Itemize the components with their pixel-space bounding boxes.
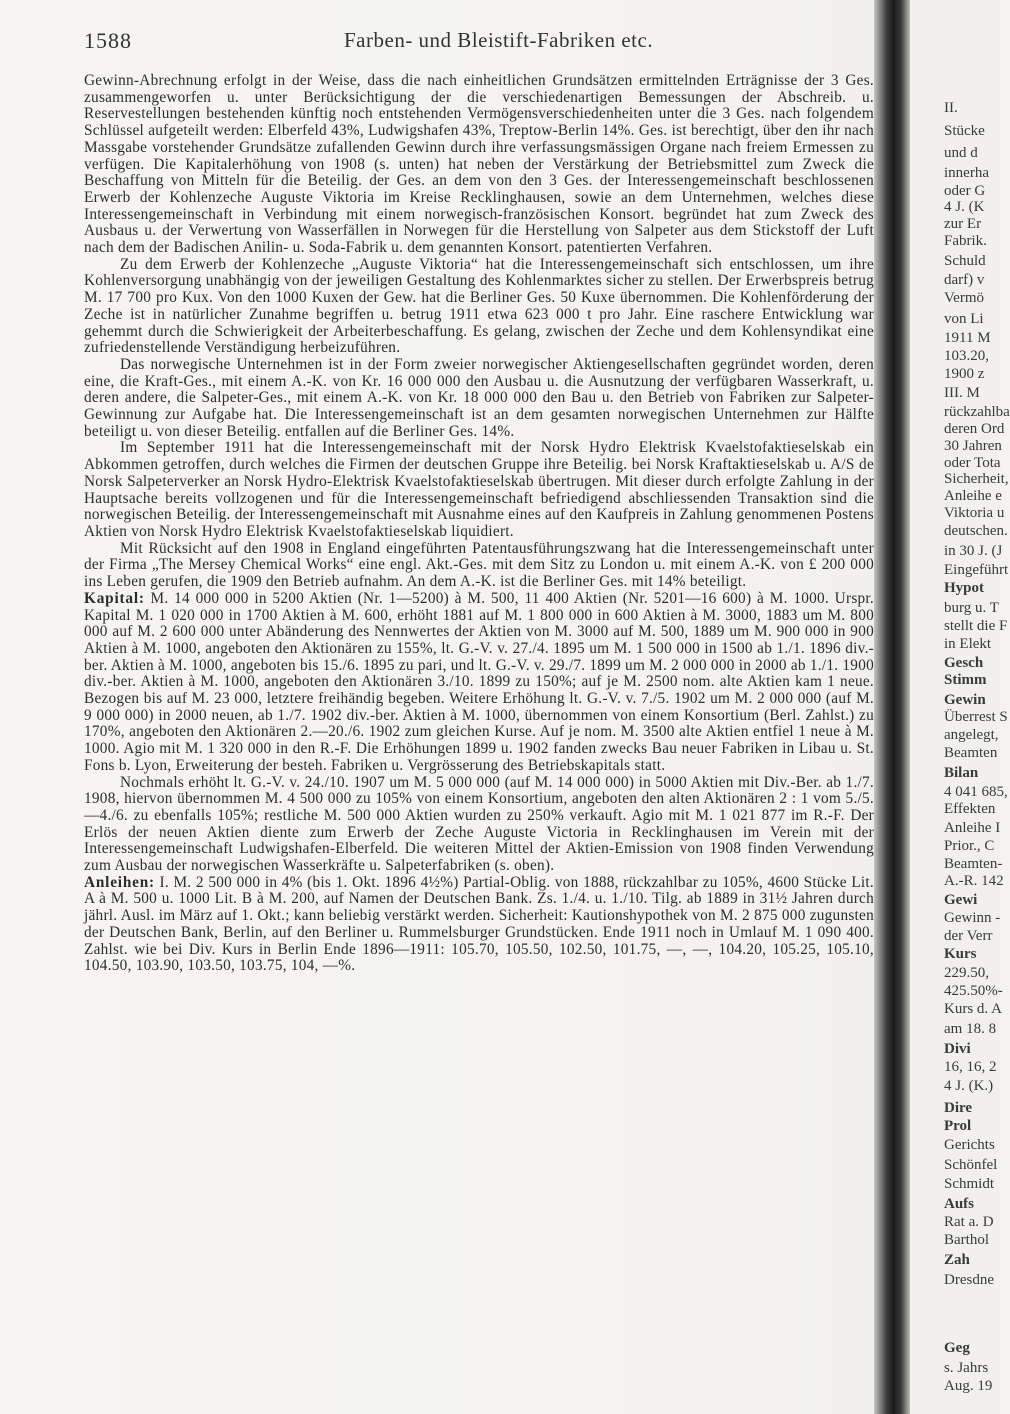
adjacent-page-fragment: Vermö [944, 290, 984, 306]
adjacent-page-fragment: am 18. 8 [944, 1021, 997, 1037]
adjacent-page-fragment: Barthol [944, 1232, 989, 1248]
paragraph-text: Zu dem Erwerb der Kohlenzeche „Auguste Viktoria“ hat die Interessengemeinschaft sich entschlossen, um ihre Kohlenversorgung unabhängig von der jeweiligen Gestaltung des Kohlenmarktes sicher zu stellen. Der Erwerbspreis betrug M. 17 700 pro Kux. Von den 1000 Kuxen der Gew. hat die Berliner Ges. 50 Kuxe übernommen. Die Kohlenförderung der Zeche ist in natürlicher Zunahme begriffen u. betrug 1911 etwa 623 000 t pro Jahr. Eine raschere Entwicklung war gehemmt durch die Schwierigkeit der Arbeiterbeschaffung. Es gelang, zwischen der Zeche und dem Kohlensyndikat eine zufriedenstellende Verständigung herbeizuführen. [84, 255, 874, 357]
adjacent-page-fragment: A.-R. 142 [944, 873, 1004, 889]
adjacent-page-fragment: Prior., C [944, 838, 995, 854]
paragraph [84, 440, 874, 540]
adjacent-page-fragment: burg u. T [944, 600, 999, 616]
adjacent-page-fragment: 425.50%- [944, 983, 1003, 999]
adjacent-page-fragment: Stücke [944, 123, 985, 139]
adjacent-page-fragment: Geg [944, 1340, 970, 1356]
adjacent-page-fragment: 229.50, [944, 965, 989, 981]
adjacent-page-fragment: Kurs d. A [944, 1001, 1002, 1017]
adjacent-page-fragment: 103.20, [944, 348, 989, 364]
adjacent-page-fragment: Rat a. D [944, 1214, 994, 1230]
adjacent-page-fragment: Aufs [944, 1196, 975, 1212]
adjacent-page-fragment: Überrest S [944, 709, 1008, 725]
adjacent-page-fragment: in Elekt [944, 636, 992, 652]
adjacent-page-fragment: 4 J. (K [944, 199, 985, 215]
adjacent-page-fragment: Aug. 19 [944, 1378, 993, 1394]
adjacent-page-fragment: Dresdne [944, 1272, 994, 1288]
adjacent-page-fragment: Beamten- [944, 856, 1003, 872]
adjacent-page-strip [910, 0, 1010, 1414]
section-label: Kapital: [84, 589, 145, 607]
book-gutter [874, 0, 910, 1414]
adjacent-page-fragment: Gesch [944, 655, 984, 671]
adjacent-page-fragment: oder Tota [944, 455, 1001, 471]
adjacent-page-fragment: 30 Jahren [944, 438, 1002, 454]
adjacent-page-fragment: Viktoria u [944, 505, 1005, 521]
main-text-column [84, 73, 874, 1393]
adjacent-page-fragment: Effekten [944, 801, 996, 817]
adjacent-page-fragment: Anleihe I [944, 820, 1001, 836]
paragraph [84, 541, 874, 591]
paragraph [84, 257, 874, 357]
paragraph-text: Nochmals erhöht lt. G.-V. v. 24./10. 1907 um M. 5 000 000 (auf M. 14 000 000) in 5000 Aktien mit Div.-Ber. ab 1./7. 1908, hiervon übernommen M. 4 500 000 zu 105% von einem Konsortium, angeboten den alten Aktionären 2 : 1 vom 5./5.—4./6. zu ebenfalls 105%; restliche M. 500 000 Aktien wurden zu 250% verkauft. Agio mit M. 1 021 877 im R.-F. Der Erlös der neuen Aktien diente zum Erwerb der Zeche Auguste Victoria in Recklinghausen im Verein mit der Interessengemeinschaft Ludwigshafen-Elberfeld. Die weiteren Mittel der Aktien-Emission von 1908 finden Verwendung zum Ausbau der norwegischen Wasserkräfte u. Salpeterfabriken (s. oben). [84, 773, 874, 875]
adjacent-page-fragment: Kurs [944, 946, 977, 962]
adjacent-page-fragment: von Li [944, 311, 984, 327]
adjacent-page-fragment: zur Er [944, 216, 982, 232]
adjacent-page-fragment: Divi [944, 1041, 971, 1057]
section-label: Anleihen: [84, 873, 155, 891]
adjacent-page-fragment: Gerichts [944, 1137, 995, 1153]
adjacent-page-fragment: Beamten [944, 745, 998, 761]
adjacent-page-fragment: 4 041 685, [944, 784, 1008, 800]
running-title: Farben- und Bleistift-Fabriken etc. [344, 28, 654, 52]
adjacent-page-fragment: Anleihe e [944, 488, 1002, 504]
paragraph-text: Gewinn-Abrechnung erfolgt in der Weise, dass die nach einheitlichen Grundsätzen ermittelnden Erträgnisse der 3 Ges. zusammengeworfen u. unter Berücksichtigung der die verschiedenartigen Bemessungen der Abschreib. u. Reservestellungen bestehenden künftig noch entstehenden Vermögensverschiedenheiten unter die 3 Ges. nach folgendem Schlüssel aufgeteilt werden: Elberfeld 43%, Ludwigshafen 43%, Treptow-Berlin 14%. Ges. ist berechtigt, über den ihr nach Massgabe vorstehender Grundsätze zufallenden Gewinn durch ihre verfassungsmässigen Organe nach freiem Ermessen zu verfügen. Die Kapitalerhöhung von 1908 (s. unten) hat neben der Verstärkung der Betriebsmittel zum Zweck die Beschaffung von Mitteln für die Beteilig. der Ges. an dem von den 3 Ges. der Interessengemeinschaft beschlossenen Erwerb der Kohlenzeche Auguste Viktoria im Kreise Recklinghausen, sowie an dem Unternehmen, welches diese Interessengemeinschaft in Verbindung mit einem norwegisch-französischen Konsort. begründet hat zum Zweck des Ausbaus u. der Verwertung von Wasserfällen in Norwegen für die Herstellung von Salpeter aus dem Stickstoff der Luft nach dem der Badischen Anilin- u. Soda-Fabrik u. dem genannten Konsort. patentierten Verfahren. [84, 72, 874, 257]
paragraph [84, 775, 874, 875]
adjacent-page-fragment: Bilan [944, 765, 979, 781]
adjacent-page-fragment: Sicherheit, [944, 471, 1009, 487]
adjacent-page-fragment: Stimm [944, 672, 987, 688]
adjacent-page-fragment: 16, 16, 2 [944, 1059, 997, 1075]
adjacent-page-fragment: s. Jahrs [944, 1360, 989, 1376]
adjacent-page-fragment: III. M [944, 385, 980, 401]
adjacent-page-fragment: rückzahlba [944, 404, 1010, 420]
adjacent-page-fragment: 4 J. (K.) [944, 1078, 994, 1094]
adjacent-page-fragment: angelegt, [944, 727, 999, 743]
paragraph-text: Mit Rücksicht auf den 1908 in England eingeführten Patentausführungszwang hat die Interessengemeinschaft unter der Firma „The Mersey Chemical Works“ eine engl. Akt.-Ges. mit dem Sitz zu London u. mit einem A.-K. von £ 200 000 ins Leben gerufen, die 1909 den Betrieb aufnahm. An dem A.-K. ist die Berliner Ges. mit 14% beteiligt. [84, 539, 874, 591]
adjacent-page-fragment: deutschen. [944, 523, 1008, 539]
adjacent-page-fragment: Gewin [944, 692, 986, 708]
adjacent-page-fragment: der Verr [944, 928, 993, 944]
adjacent-page-fragment: Gewinn - [944, 910, 1001, 926]
page-number: 1588 [84, 28, 132, 53]
adjacent-page-fragment: II. [944, 100, 958, 116]
adjacent-page-fragment: innerha [944, 165, 989, 181]
paragraph-text: M. 14 000 000 in 5200 Aktien (Nr. 1—5200) à M. 500, 11 400 Aktien (Nr. 5201—16 600) à M. 1000. Urspr. Kapital M. 1 020 000 in 1700 Aktien à M. 600, erhöht 1881 auf M. 1 800 000 in 600 Aktien à M. 3000, 1883 um M. 800 000 auf M. 2 600 000 unter Abänderung des Nennwertes der Aktien von M. 3000 auf M. 500, 1889 um M. 900 000 in 900 Aktien à M. 1000, angeboten den Aktionären zu 155%, lt. G.-V. v. 27./4. 1895 um M. 1 500 000 in 1500 ab 1./1. 1896 div.-ber. Aktien à M. 1000, angeboten bis 15./6. 1895 zu pari, und lt. G.-V. v. 29./7. 1899 um M. 2 000 000 in 2000 ab 1./1. 1900 div.-ber. Aktien à M. 1000, angeboten den Aktionären 3./10. 1899 zu 150%; auf je M. 2500 nom. alte Aktien kam 1 neue. Bezogen bis auf M. 23 000, letztere freihändig begeben. Weitere Erhöhung lt. G.-V. v. 7./5. 1902 um M. 2 000 000 (auf M. 9 000 000) in 2000 neuen, ab 1./7. 1902 div.-ber. Aktien à M. 1000, übernommen von einem Konsortium (Berl. Zahlst.) zu 170%, angeboten den Aktionären 2.—20./6. 1902 zum gleichen Kurse. Auf je nom. M. 3500 alte Aktien entfiel 1 neue à M. 1000. Agio mit M. 1 320 000 in den R.-F. Die Erhöhungen 1899 u. 1902 fanden zwecks Bau neuer Fabriken in Libau u. St. Fons b. Lyon, Erweiterung der besteh. Fabriken u. Vergrösserung des Betriebskapitals statt. [84, 589, 874, 774]
adjacent-page-fragment: Schönfel [944, 1157, 998, 1173]
adjacent-page-fragment: und d [944, 145, 978, 161]
adjacent-page-fragment: in 30 J. (J [944, 543, 1003, 559]
adjacent-page-fragment: Hypot [944, 580, 985, 596]
paragraph [84, 591, 874, 775]
adjacent-page-fragment: 1911 M [944, 330, 991, 346]
adjacent-page-fragment: Prol [944, 1118, 972, 1134]
paragraph-text: I. M. 2 500 000 in 4% (bis 1. Okt. 1896 4½%) Partial-Oblig. von 1888, rückzahlbar zu 105%, 4600 Stücke Lit. A à M. 500 u. 1000 Lit. B à M. 200, auf Namen der Deutschen Bank. Zs. 1./4. u. 1./10. Tilg. ab 1889 in 31½ Jahren durch jährl. Ausl. im März auf 1. Okt.; kann beliebig verstärkt werden. Sicherheit: Kautionshypothek von M. 2 875 000 zugunsten der Deutschen Bank, Berlin, auf den Berliner u. Rummelsburger Grundstücken. Ende 1911 noch in Umlauf M. 1 090 400. Zahlst. wie bei Div. Kurs in Berlin Ende 1896—1911: 105.70, 105.50, 102.50, 101.75, —, —, 104.20, 105.25, 105.10, 104.50, 103.90, 103.50, 103.75, 104, —%. [84, 873, 874, 975]
adjacent-page-fragment: stellt die F [944, 618, 1008, 634]
paragraph-text: Das norwegische Unternehmen ist in der Form zweier norwegischer Aktiengesellschaften gegründet worden, deren eine, die Kraft-Ges., mit einem A.-K. von Kr. 16 000 000 den Ausbau u. die Ausnutzung der verfügbaren Wasserkraft, u. deren andere, die Salpeter-Ges., mit einem A.-K. von Kr. 18 000 000 den Bau u. den Betrieb von Fabriken zur Salpeter-Gewinnung zur Aufgabe hat. Die Interessengemeinschaft ist an dem gesamten norwegischen Unternehmen zur Hälfte beteiligt u. von dieser Beteilig. entfallen auf die Berliner Ges. 14%. [84, 355, 874, 440]
adjacent-page-fragment: Fabrik. [944, 233, 987, 249]
paragraph [84, 73, 874, 257]
page-header [84, 28, 874, 58]
paragraph [84, 875, 874, 975]
adjacent-page-fragment: Schmidt [944, 1176, 995, 1192]
paragraph-text: Im September 1911 hat die Interessengemeinschaft mit der Norsk Hydro Elektrisk Kvaelstofaktieselskab ein Abkommen getroffen, durch welches die Firmen der deutschen Gruppe ihre Beteilig. bei Norsk Kraftaktieselskab u. A/S de Norsk Salpeterverker an Norsk Hydro-Elektrisk Kvaelstofaktieselskab übertrugen. Mit dieser durch erfolgte Zahlung in der Hauptsache bereits vollzogenen und für die Interessengemeinschaft befriedigend abschliessenden Transaktion sind die norwegischen Beteilig. der Interessengemeinschaft mit Ausnahme eines auf den Kaufpreis in Zahlung genommenen Postens Aktien von Norsk Hydro Elektrisk Kvaelstofaktieselskab liquidiert. [84, 439, 874, 540]
adjacent-page-fragment: Zah [944, 1252, 970, 1268]
adjacent-page-fragment: Dire [944, 1100, 973, 1116]
adjacent-page-fragment: Gewi [944, 892, 978, 908]
adjacent-page-fragment: oder G [944, 183, 986, 199]
adjacent-page-fragment: darf) v [944, 272, 985, 288]
adjacent-page-fragment: 1900 z [944, 366, 985, 382]
paragraph [84, 357, 874, 441]
adjacent-page-fragment: Schuld [944, 253, 986, 269]
adjacent-page-fragment: deren Ord [944, 421, 1005, 437]
adjacent-page-fragment: Eingeführt [944, 562, 1009, 578]
